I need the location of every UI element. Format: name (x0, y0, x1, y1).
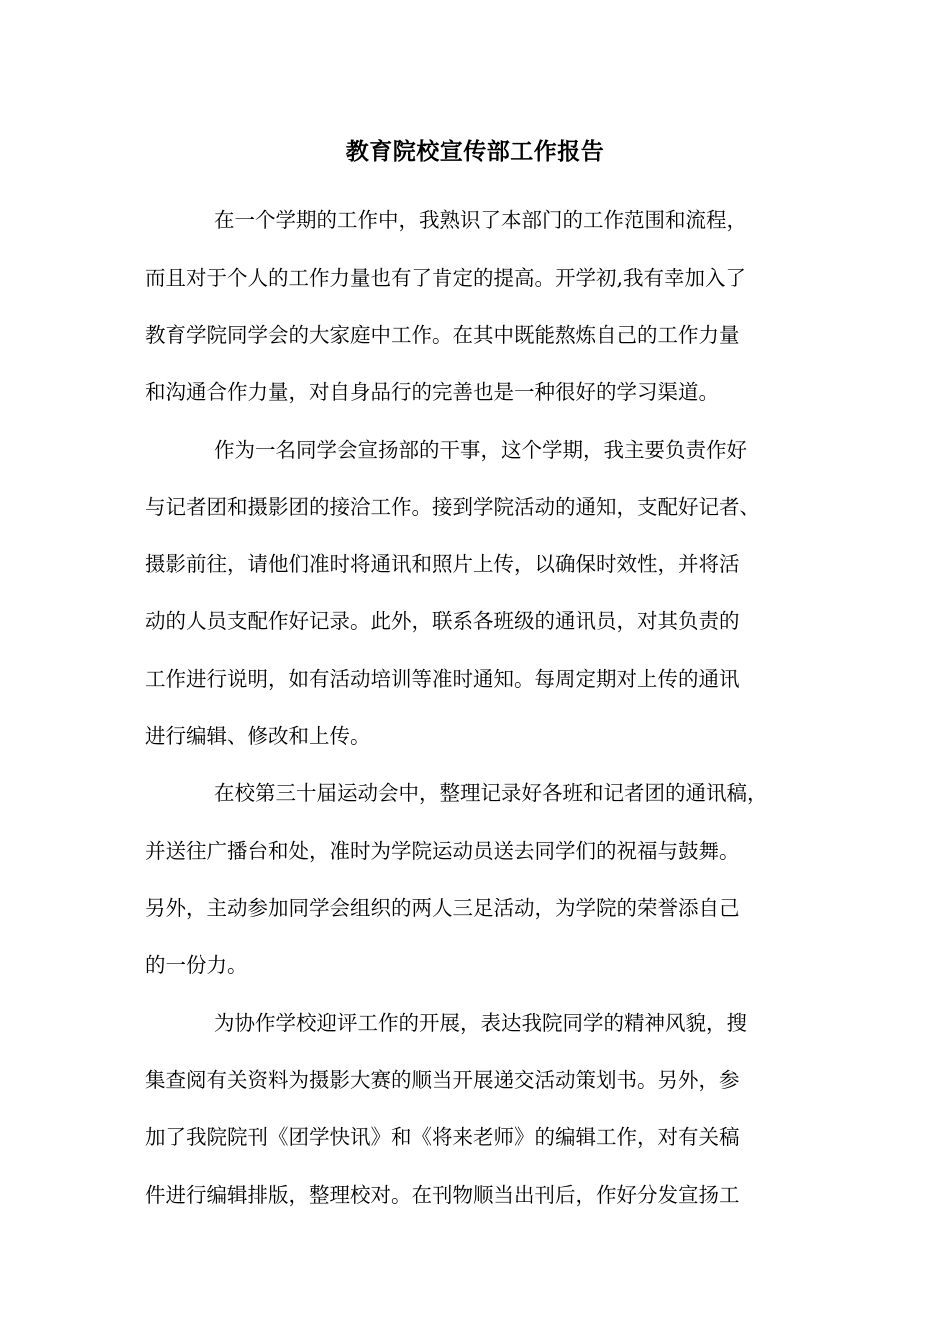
paragraph-line: 件进行编辑排版，整理校对。在刊物顺当出刊后，作好分发宣扬工 (145, 1183, 740, 1207)
document-title: 教育院校宣传部工作报告 (345, 138, 605, 165)
paragraph-line: 工作进行说明，如有活动培训等准时通知。每周定期对上传的通讯 (145, 667, 740, 691)
paragraph-line: 在校第三十届运动会中，整理记录好各班和记者团的通讯稿， (214, 781, 768, 805)
paragraph-line: 动的人员支配作好记录。此外，联系各班级的通讯员，对其负责的 (145, 609, 740, 633)
paragraph-line: 的一份力。 (145, 953, 248, 977)
paragraph-line: 进行编辑、修改和上传。 (145, 724, 371, 748)
paragraph-line: 和沟通合作力量，对自身品行的完善也是一种很好的学习渠道。 (145, 380, 719, 404)
paragraph-line: 集查阅有关资料为摄影大赛的顺当开展递交活动策划书。另外，参 (145, 1068, 740, 1092)
paragraph-line: 与记者团和摄影团的接洽工作。接到学院活动的通知，支配好记者、 (145, 495, 760, 519)
paragraph-line: 摄影前往，请他们准时将通讯和照片上传，以确保时效性，并将活 (145, 552, 740, 576)
paragraph-line: 在一个学期的工作中，我熟识了本部门的工作范围和流程， (214, 208, 747, 232)
paragraph-line: 作为一名同学会宣扬部的干事，这个学期，我主要负责作好 (214, 438, 747, 462)
paragraph-line: 另外，主动参加同学会组织的两人三足活动，为学院的荣誉添自己 (145, 896, 740, 920)
paragraph-line: 而且对于个人的工作力量也有了肯定的提高。开学初,我有幸加入了 (145, 266, 747, 290)
paragraph-line: 加了我院院刊《团学快讯》和《将来老师》的编辑工作，对有关稿 (145, 1125, 740, 1149)
paragraph-line: 并送往广播台和处，准时为学院运动员送去同学们的祝福与鼓舞。 (145, 839, 740, 863)
paragraph-line: 教育学院同学会的大家庭中工作。在其中既能熬炼自己的工作力量 (145, 323, 740, 347)
paragraph-line: 为协作学校迎评工作的开展，表达我院同学的精神风貌，搜 (214, 1011, 747, 1035)
